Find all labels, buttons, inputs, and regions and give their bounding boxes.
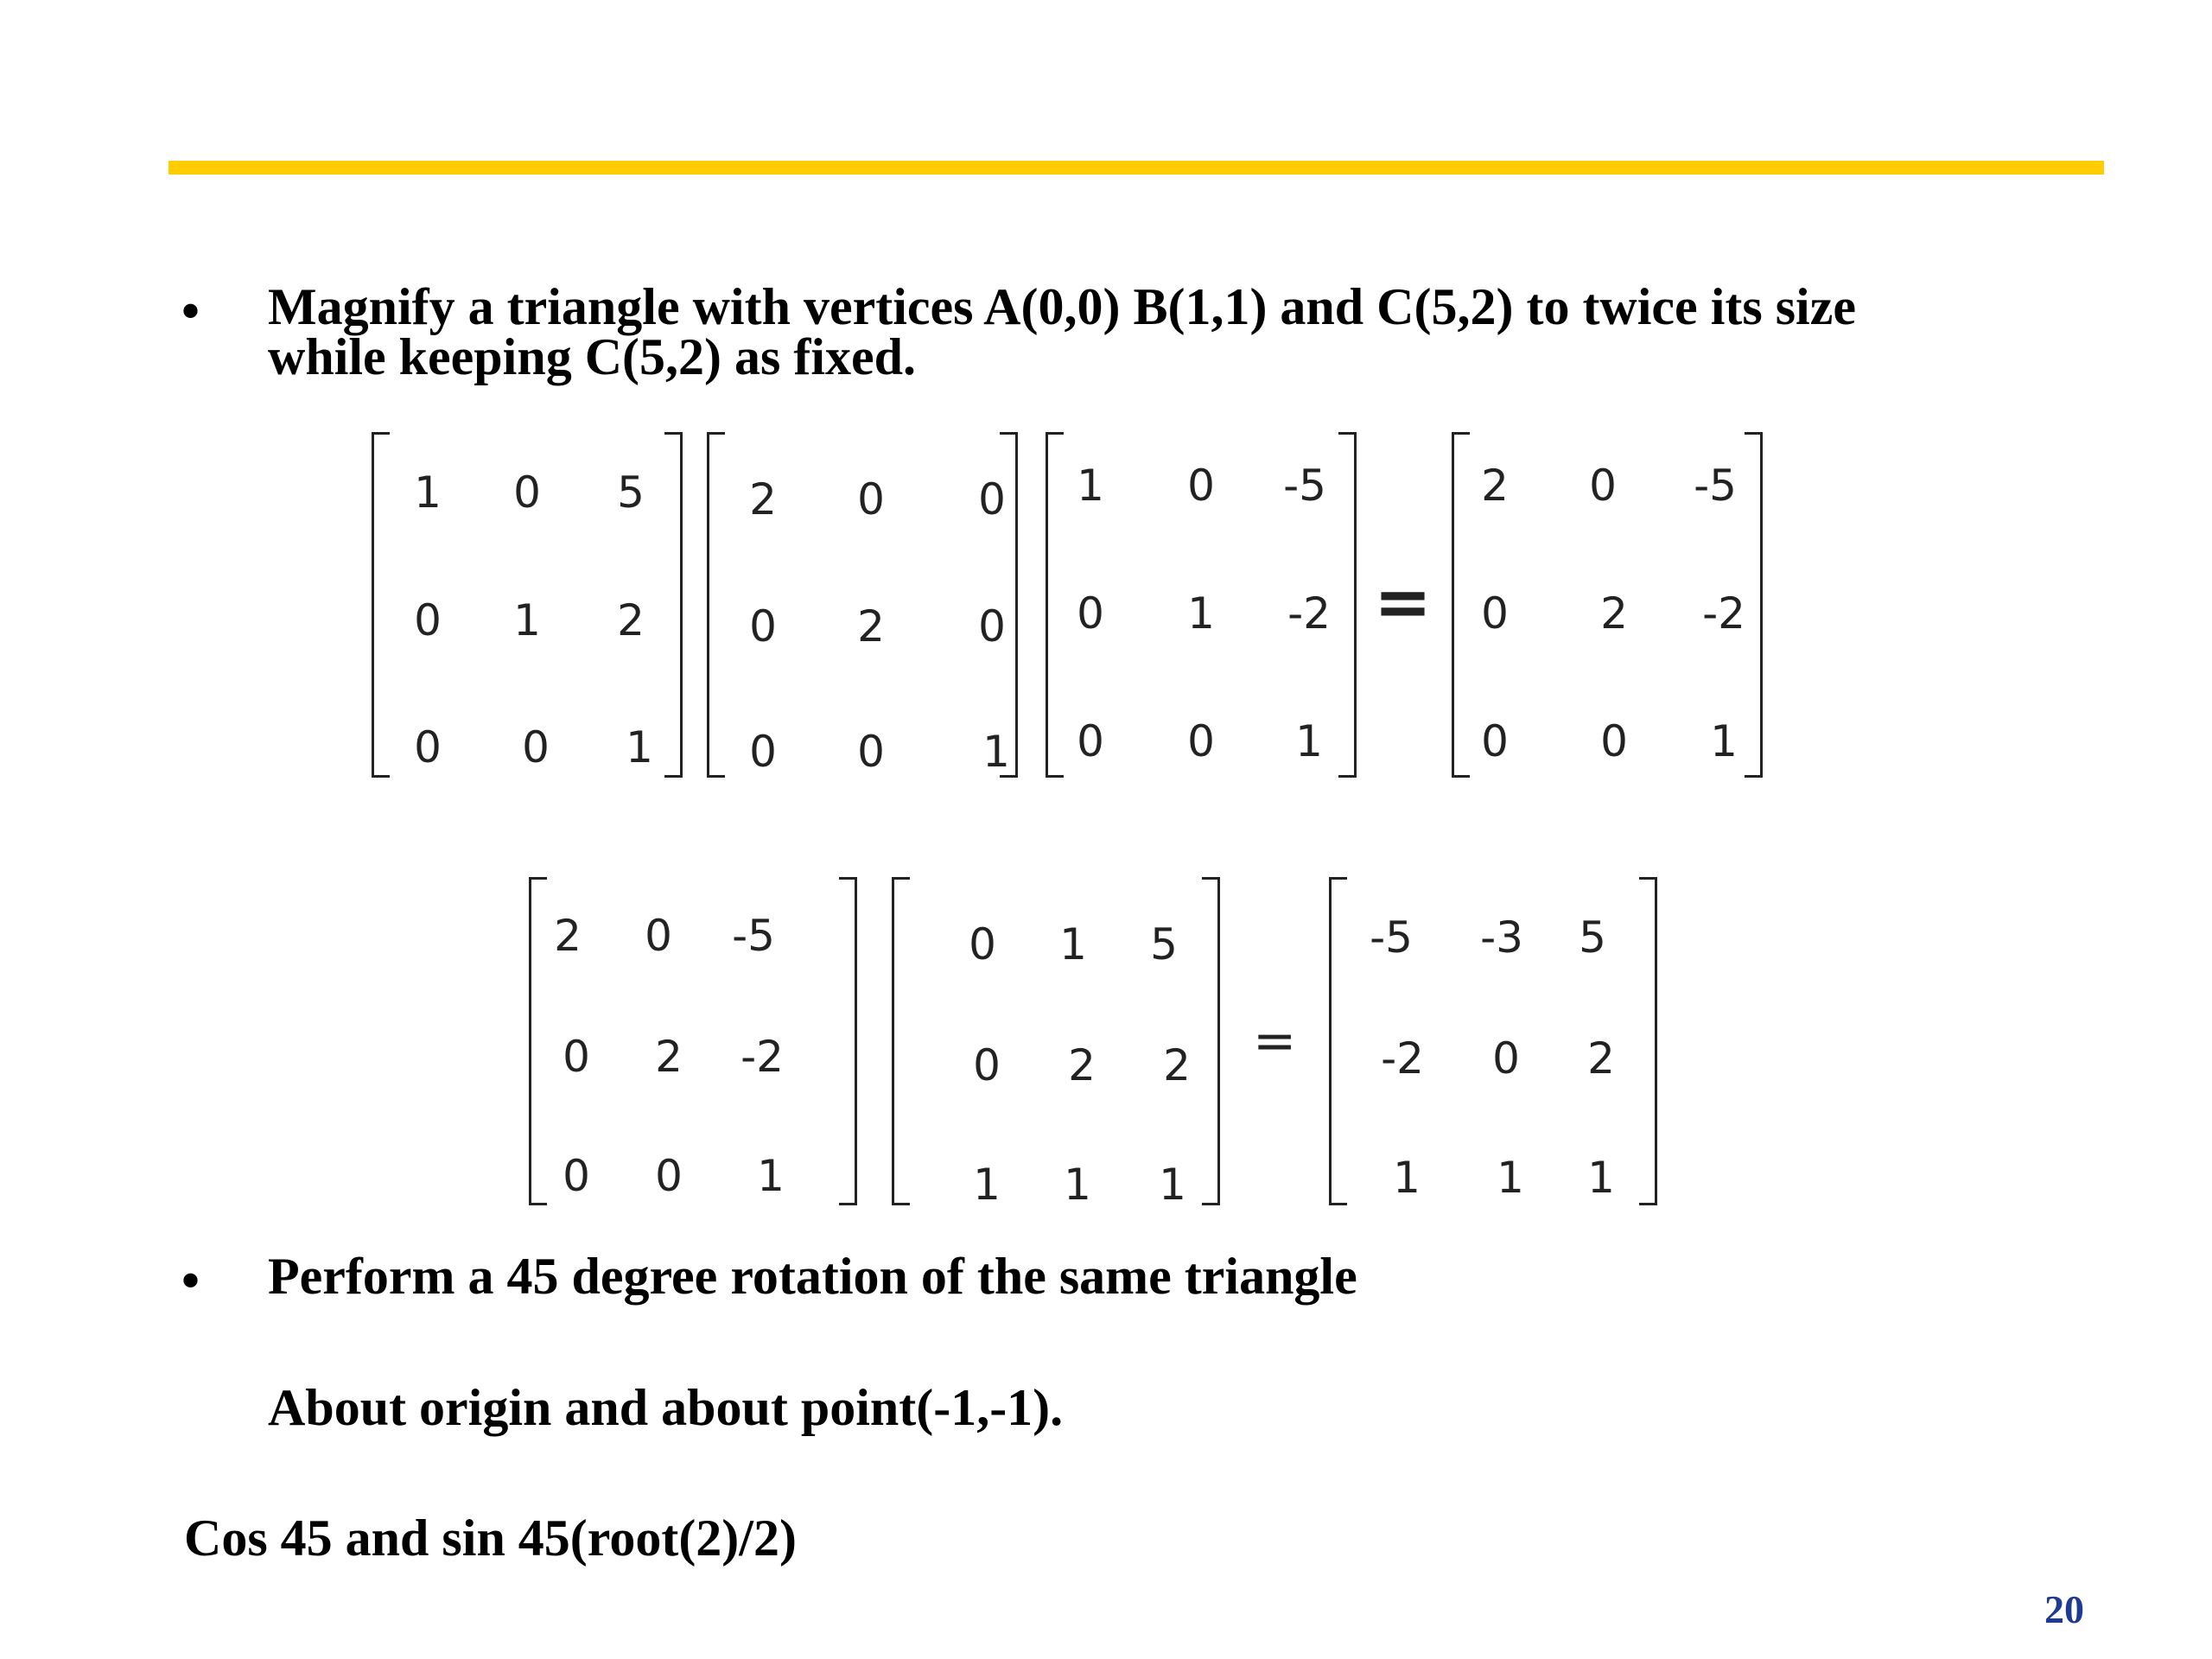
matrix-cell: 2: [1068, 1040, 1096, 1090]
matrix-cell: 5: [1150, 919, 1178, 969]
bullet-1-line-1: Magnify a triangle with vertices A(0,0) B(1,1) and C(5,2) to twice its size: [268, 278, 1856, 335]
matrix-cell: 0: [978, 601, 1006, 652]
matrix-cell: 0: [1481, 588, 1509, 639]
matrix-cell: 1: [1064, 1160, 1091, 1210]
eq1-matrix-translate-back: [372, 432, 683, 778]
matrix-cell: 1: [1587, 1153, 1615, 1203]
matrix-cell: 0: [1187, 716, 1215, 766]
matrix-cell: 2: [1587, 1033, 1615, 1084]
matrix-cell: 0: [749, 601, 777, 652]
matrix-cell: 2: [617, 595, 645, 645]
matrix-cell: 2: [655, 1032, 683, 1082]
eq2-equals-sign: =: [1253, 1011, 1297, 1071]
matrix-cell: 0: [749, 727, 777, 777]
matrix-cell: 0: [655, 1151, 683, 1201]
matrix-cell: 0: [1589, 461, 1617, 511]
note-text: Cos 45 and sin 45(root(2)/2): [184, 1510, 797, 1567]
matrix-cell: 0: [978, 474, 1006, 524]
matrix-cell: 1: [757, 1151, 785, 1201]
matrix-cell: -5: [1283, 461, 1326, 511]
matrix-cell: -2: [1287, 588, 1331, 639]
matrix-cell: 1: [973, 1160, 1001, 1210]
matrix-cell: 1: [414, 467, 442, 518]
matrix-cell: 0: [1077, 588, 1104, 639]
matrix-cell: 1: [1187, 588, 1215, 639]
matrix-cell: 0: [563, 1032, 590, 1082]
matrix-cell: 0: [414, 595, 442, 645]
matrix-cell: -2: [1381, 1033, 1424, 1084]
matrix-cell: 2: [749, 474, 777, 524]
matrix-cell: 1: [1497, 1153, 1524, 1203]
matrix-cell: 0: [973, 1040, 1001, 1090]
matrix-cell: 1: [626, 722, 653, 772]
matrix-cell: 0: [1187, 461, 1215, 511]
matrix-cell: 1: [1059, 919, 1087, 969]
title-accent-rule: [168, 161, 2104, 175]
matrix-cell: 2: [857, 601, 885, 652]
matrix-left-bracket: [1329, 877, 1347, 1205]
matrix-cell: 0: [414, 722, 442, 772]
matrix-right-bracket: [839, 877, 857, 1205]
matrix-left-bracket: [892, 877, 910, 1205]
eq1-matrix-result: [1452, 432, 1763, 778]
bullet-marker-2: •: [181, 1252, 200, 1309]
matrix-cell: 0: [857, 727, 885, 777]
matrix-cell: 0: [513, 467, 541, 518]
matrix-cell: 0: [969, 919, 996, 969]
matrix-cell: 2: [1163, 1040, 1191, 1090]
page-number: 20: [2044, 1587, 2084, 1631]
matrix-cell: 2: [1481, 461, 1509, 511]
matrix-cell: 0: [857, 474, 885, 524]
matrix-cell: 1: [1393, 1153, 1421, 1203]
matrix-cell: -5: [1694, 461, 1737, 511]
matrix-cell: 1: [1710, 716, 1738, 766]
matrix-cell: 1: [1295, 716, 1323, 766]
matrix-cell: 1: [513, 595, 541, 645]
matrix-cell: 2: [554, 911, 582, 961]
matrix-cell: 1: [982, 727, 1010, 777]
eq2-matrix-composite: [529, 877, 857, 1205]
matrix-cell: 0: [1492, 1033, 1520, 1084]
matrix-cell: 5: [1579, 912, 1606, 963]
matrix-cell: 0: [563, 1151, 590, 1201]
bullet-2-subtext: About origin and about point(-1,-1).: [268, 1379, 1064, 1436]
bullet-1-line-2: while keeping C(5,2) as fixed.: [268, 328, 916, 385]
matrix-cell: -5: [1370, 912, 1413, 963]
matrix-cell: 0: [1481, 716, 1509, 766]
matrix-cell: 0: [645, 911, 672, 961]
matrix-cell: -2: [1702, 588, 1745, 639]
bullet-marker-1: •: [181, 283, 200, 340]
eq1-equals-sign: =: [1374, 562, 1433, 642]
matrix-cell: 0: [1077, 716, 1104, 766]
matrix-cell: 0: [522, 722, 550, 772]
matrix-cell: 1: [1077, 461, 1104, 511]
matrix-cell: -2: [741, 1032, 784, 1082]
matrix-cell: -3: [1480, 912, 1523, 963]
bullet-2-text: Perform a 45 degree rotation of the same triangle: [268, 1248, 1357, 1305]
matrix-cell: 0: [1600, 716, 1628, 766]
eq1-matrix-translate-origin: [1046, 432, 1357, 778]
matrix-cell: -5: [732, 911, 775, 961]
eq1-matrix-scale: [707, 432, 1018, 778]
matrix-cell: 2: [1600, 588, 1628, 639]
eq2-matrix-vertices: [892, 877, 1220, 1210]
matrix-cell: 1: [1159, 1160, 1186, 1210]
matrix-cell: 5: [617, 467, 645, 518]
eq2-matrix-result: [1329, 877, 1657, 1205]
